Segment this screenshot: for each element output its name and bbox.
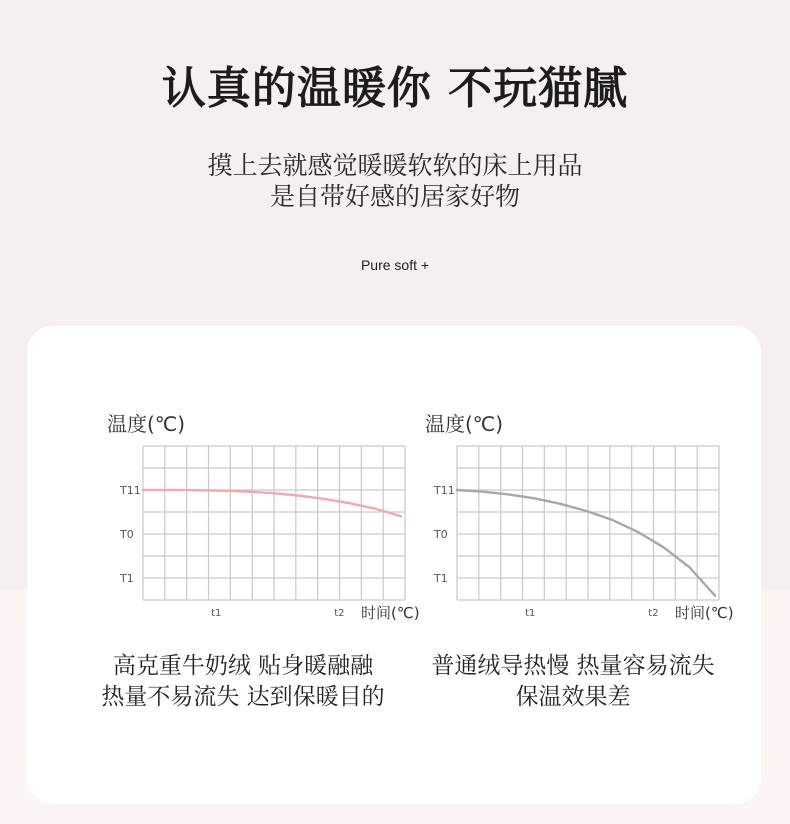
- x-axis-title: 时间(℃): [361, 604, 420, 622]
- y-tick-label: T0: [120, 528, 134, 541]
- y-axis-title: 温度(℃): [107, 412, 186, 436]
- x-tick-label: t2: [334, 608, 345, 619]
- caption-ordinary-velvet: [413, 651, 733, 713]
- subtitle-line-2: 是自带好感的居家好物: [269, 182, 520, 211]
- tagline: Pure soft +: [360, 257, 430, 273]
- warmth-chart-milk-velvet: [103, 404, 423, 644]
- x-tick-label: t1: [211, 608, 222, 619]
- page-title: 认真的温暖你 不玩猫腻: [161, 63, 629, 114]
- x-tick-label: t2: [648, 608, 659, 619]
- y-tick-label: T0: [434, 528, 448, 541]
- x-tick-label: t1: [525, 608, 536, 619]
- series-line: [457, 490, 715, 596]
- caption-line-1: 普通绒导热慢 热量容易流失: [431, 653, 715, 679]
- y-tick-label: T11: [434, 484, 455, 497]
- subtitle: [0, 150, 790, 212]
- y-tick-label: T11: [120, 484, 141, 497]
- y-tick-label: T1: [434, 572, 448, 585]
- y-axis-title: 温度(℃): [425, 412, 504, 436]
- caption-line-2: 热量不易流失 达到保暖目的: [101, 684, 385, 710]
- comparison-card: [27, 326, 761, 804]
- warmth-chart-ordinary-velvet: [417, 404, 737, 644]
- chart-svg: [103, 404, 423, 644]
- x-axis-title: 时间(℃): [675, 604, 734, 622]
- caption-line-2: 保温效果差: [515, 684, 631, 710]
- caption-milk-velvet: [83, 651, 403, 713]
- y-tick-label: T1: [120, 572, 134, 585]
- chart-svg: [417, 404, 737, 644]
- subtitle-line-1: 摸上去就感觉暖暖软软的床上用品: [207, 151, 583, 180]
- caption-line-1: 高克重牛奶绒 贴身暖融融: [112, 653, 374, 679]
